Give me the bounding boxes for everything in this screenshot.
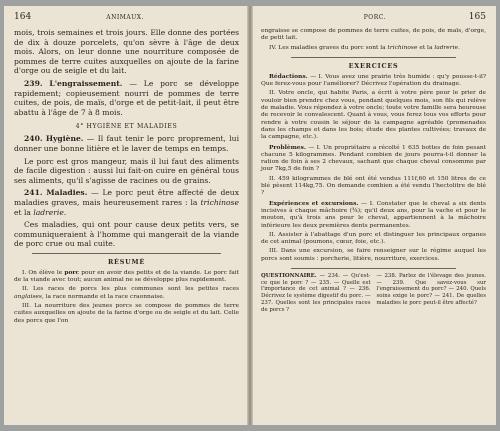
paragraph-239 <box>14 79 239 117</box>
paragraph-240 <box>14 134 239 153</box>
paragraph-continuation: mois, trois semaines et trois jours. Elle donne des portées de dix à douze porcelets, qu'on sèvre à l'âge de deux mois. Alors, on leur donne une nourriture composée de pommes de terre cuites auxquelles on ajoute de la farine d'orge ou de seigle et du lait. <box>14 28 239 76</box>
problemes-item-2: II. 459 kilogrammes de blé ont été vendus 111f,60 et 150 litres de ce blé pèsent 114kg,75. On demande combien a été vendu l'hectolitre de blé ? <box>261 175 486 197</box>
paragraph-239-heading: L'engraissement. <box>49 78 123 88</box>
resume-4-trichinose: trichinose <box>387 44 418 51</box>
resume-4-ladrerie: ladrerie <box>434 44 458 51</box>
right-page-number: 165 <box>468 12 486 22</box>
resume-continuation: engraisse se compose de pommes de terre cuites, de pois, de maïs, d'orge, de petit lait. <box>261 28 486 42</box>
exercices-title: EXERCICES <box>348 61 399 70</box>
resume-item-2 <box>14 286 239 301</box>
paragraph-239-text: — Le porc se développe rapidement; copieusement nourri de pommes de terre cuites, de pois, de maïs, d'orge et de petit-lait, il peut être abattu à l'âge de 7 à 8 mois. <box>14 78 239 117</box>
resume-1-text-b: pour en avoir des petits et de la viande. Le porc fait de la viande avec tout; aucun animal ne se développe plus rapidement. <box>14 269 239 284</box>
redactions-text: — I. Vous avez une prairie très humide : qu'y pousse-t-il? Que ferez-vous pour l'améliorer? Décrivez l'opération du drainage. <box>261 73 487 88</box>
resume-2-text-a: II. Les races de porcs les plus communes sont les petites races <box>22 286 239 293</box>
right-running-title: PORC. <box>363 14 387 21</box>
resume-4-text-c: . <box>457 44 460 51</box>
left-page-number: 164 <box>14 12 32 22</box>
paragraph-241-number: 241. <box>24 188 43 198</box>
experiences-heading: Expériences et excursions. <box>269 199 359 207</box>
paragraph-240b: Le porc est gros mangeur, mais il lui faut des aliments de facile digestion : aussi lui fait-on cuire en général tous ses aliments, qu'il s'agisse de racines ou de grains. <box>14 156 239 185</box>
resume-2-anglaises: anglaises <box>14 293 42 300</box>
section-heading-hygiene: 4° HYGIÈNE ET MALADIES <box>75 123 178 131</box>
left-page <box>4 6 247 425</box>
term-ladrerie: ladrerie <box>33 207 64 217</box>
questionnaire-col-1-text: — 234. — Qu'est-ce que le porc ? — 235. — Quelle est l'importance de cet animal ? — 236. Décrivez le système digestif du porc. — 237. Quelles sont les principales races de porcs ? <box>261 273 371 313</box>
paragraph-239-number: 239. <box>24 78 43 88</box>
paragraph-241-text-b: et la <box>14 207 31 217</box>
paragraph-240-heading: Hygiène. <box>45 134 84 144</box>
questionnaire-heading: QUESTIONNAIRE. <box>261 273 317 280</box>
left-running-head <box>14 12 239 22</box>
left-running-title: ANIMAUX. <box>106 14 144 21</box>
resume-item-1 <box>14 269 239 285</box>
divider <box>32 253 221 254</box>
divider <box>291 268 456 269</box>
problemes-block <box>261 144 486 174</box>
redactions-heading: Rédactions. <box>269 72 308 80</box>
problemes-text: — I. Un propriétaire a récolté 1 635 bottes de foin pesant chacune 5 kilogrammes. Pendant combien de jours pourra-t-il donner la ration de foin à ses 2 chevaux, sachant que chaque cheval consomme par jour 7kg,5 de foin ? <box>261 144 487 173</box>
paragraph-241 <box>14 188 239 217</box>
paragraph-241b: Ces maladies, qui ont pour cause deux petits vers, se communiqueraient à l'homme qui mangerait de la viande de porc crue ou mal cuite. <box>14 220 239 249</box>
divider <box>291 57 456 58</box>
paragraph-240-number: 240. <box>24 134 43 144</box>
experiences-item-3: III. Dans une excursion, se faire renseigner sur le régime auquel les porcs sont soumis : porcherie, litière, nourriture, exercices. <box>261 248 486 262</box>
paragraph-241-heading: Maladies. <box>46 188 88 198</box>
questionnaire-col-2: — 238. Parlez de l'élevage des jeunes. — 239. Que savez-vous sur l'engraissement du porc? — 240. Quels soins exige le porc? — 241. De quelles maladies le porc peut-il être affecté? <box>376 273 486 306</box>
resume-item-4 <box>261 45 486 52</box>
right-page <box>253 6 496 425</box>
questionnaire-col-1 <box>261 273 371 313</box>
problemes-heading: Problèmes. <box>269 143 306 151</box>
right-running-head <box>261 12 486 22</box>
resume-item-3: III. La nourriture des jeunes porcs se compose de pommes de terre cuites auxquelles on ajoute de la farine d'orge ou de seigle et du lait. Celle des porcs que l'on <box>14 303 239 324</box>
experiences-block <box>261 200 486 230</box>
redactions-block <box>261 73 486 89</box>
term-trichinose: trichinose <box>200 197 240 207</box>
resume-2-text-b: , la race normande et la race craonnaise. <box>41 293 165 300</box>
resume-4-text-a: IV. Les maladies graves du porc sont la <box>269 44 386 51</box>
paragraph-240-text: — Il faut tenir le porc proprement, lui donner une bonne litière et le laver de temps en temps. <box>14 134 240 153</box>
resume-title: RÉSUMÉ <box>107 257 146 266</box>
paragraph-241-text-c: . <box>63 207 67 217</box>
experiences-text: — I. Constater que le cheval a six dents incisives à chaque mâchoire (¾); qu'il deux ans, pour la vache et pour le mouton, qu'à trois ans pour le cheval, appartiennent à la mâchoire inférieure les deux premières dents permanentes. <box>261 200 487 229</box>
experiences-item-2: II. Assister à l'abattage d'un porc et distinguer les principaux organes de cet animal (poumons, cœur, foie, etc.). <box>261 231 486 246</box>
questionnaire <box>261 273 486 313</box>
redactions-item-2: II. Votre oncle, qui habite Paris, a écrit à votre père pour le prier de vouloir bien prendre chez vous, pendant quelques mois, son fils qui relève de maladie. Vous répondez à votre oncle; toute votre famille sera heureuse de recevoir le convalescent. Quant à vous, vous ferez tous vos efforts pour rendre à votre cousin le séjour de la campagne agréable (promenades dans les champs et dans les bois; étude des plantes cultivées; travaux de la campagne, etc.). <box>261 90 486 141</box>
paragraph-241-text-a: — Le porc peut être affecté de deux maladies graves, mais heureusement rares : la <box>14 188 239 207</box>
resume-4-text-b: et la <box>419 44 433 51</box>
resume-1-text-a: I. On élève le <box>22 269 63 276</box>
resume-1-porc: porc <box>64 268 80 276</box>
